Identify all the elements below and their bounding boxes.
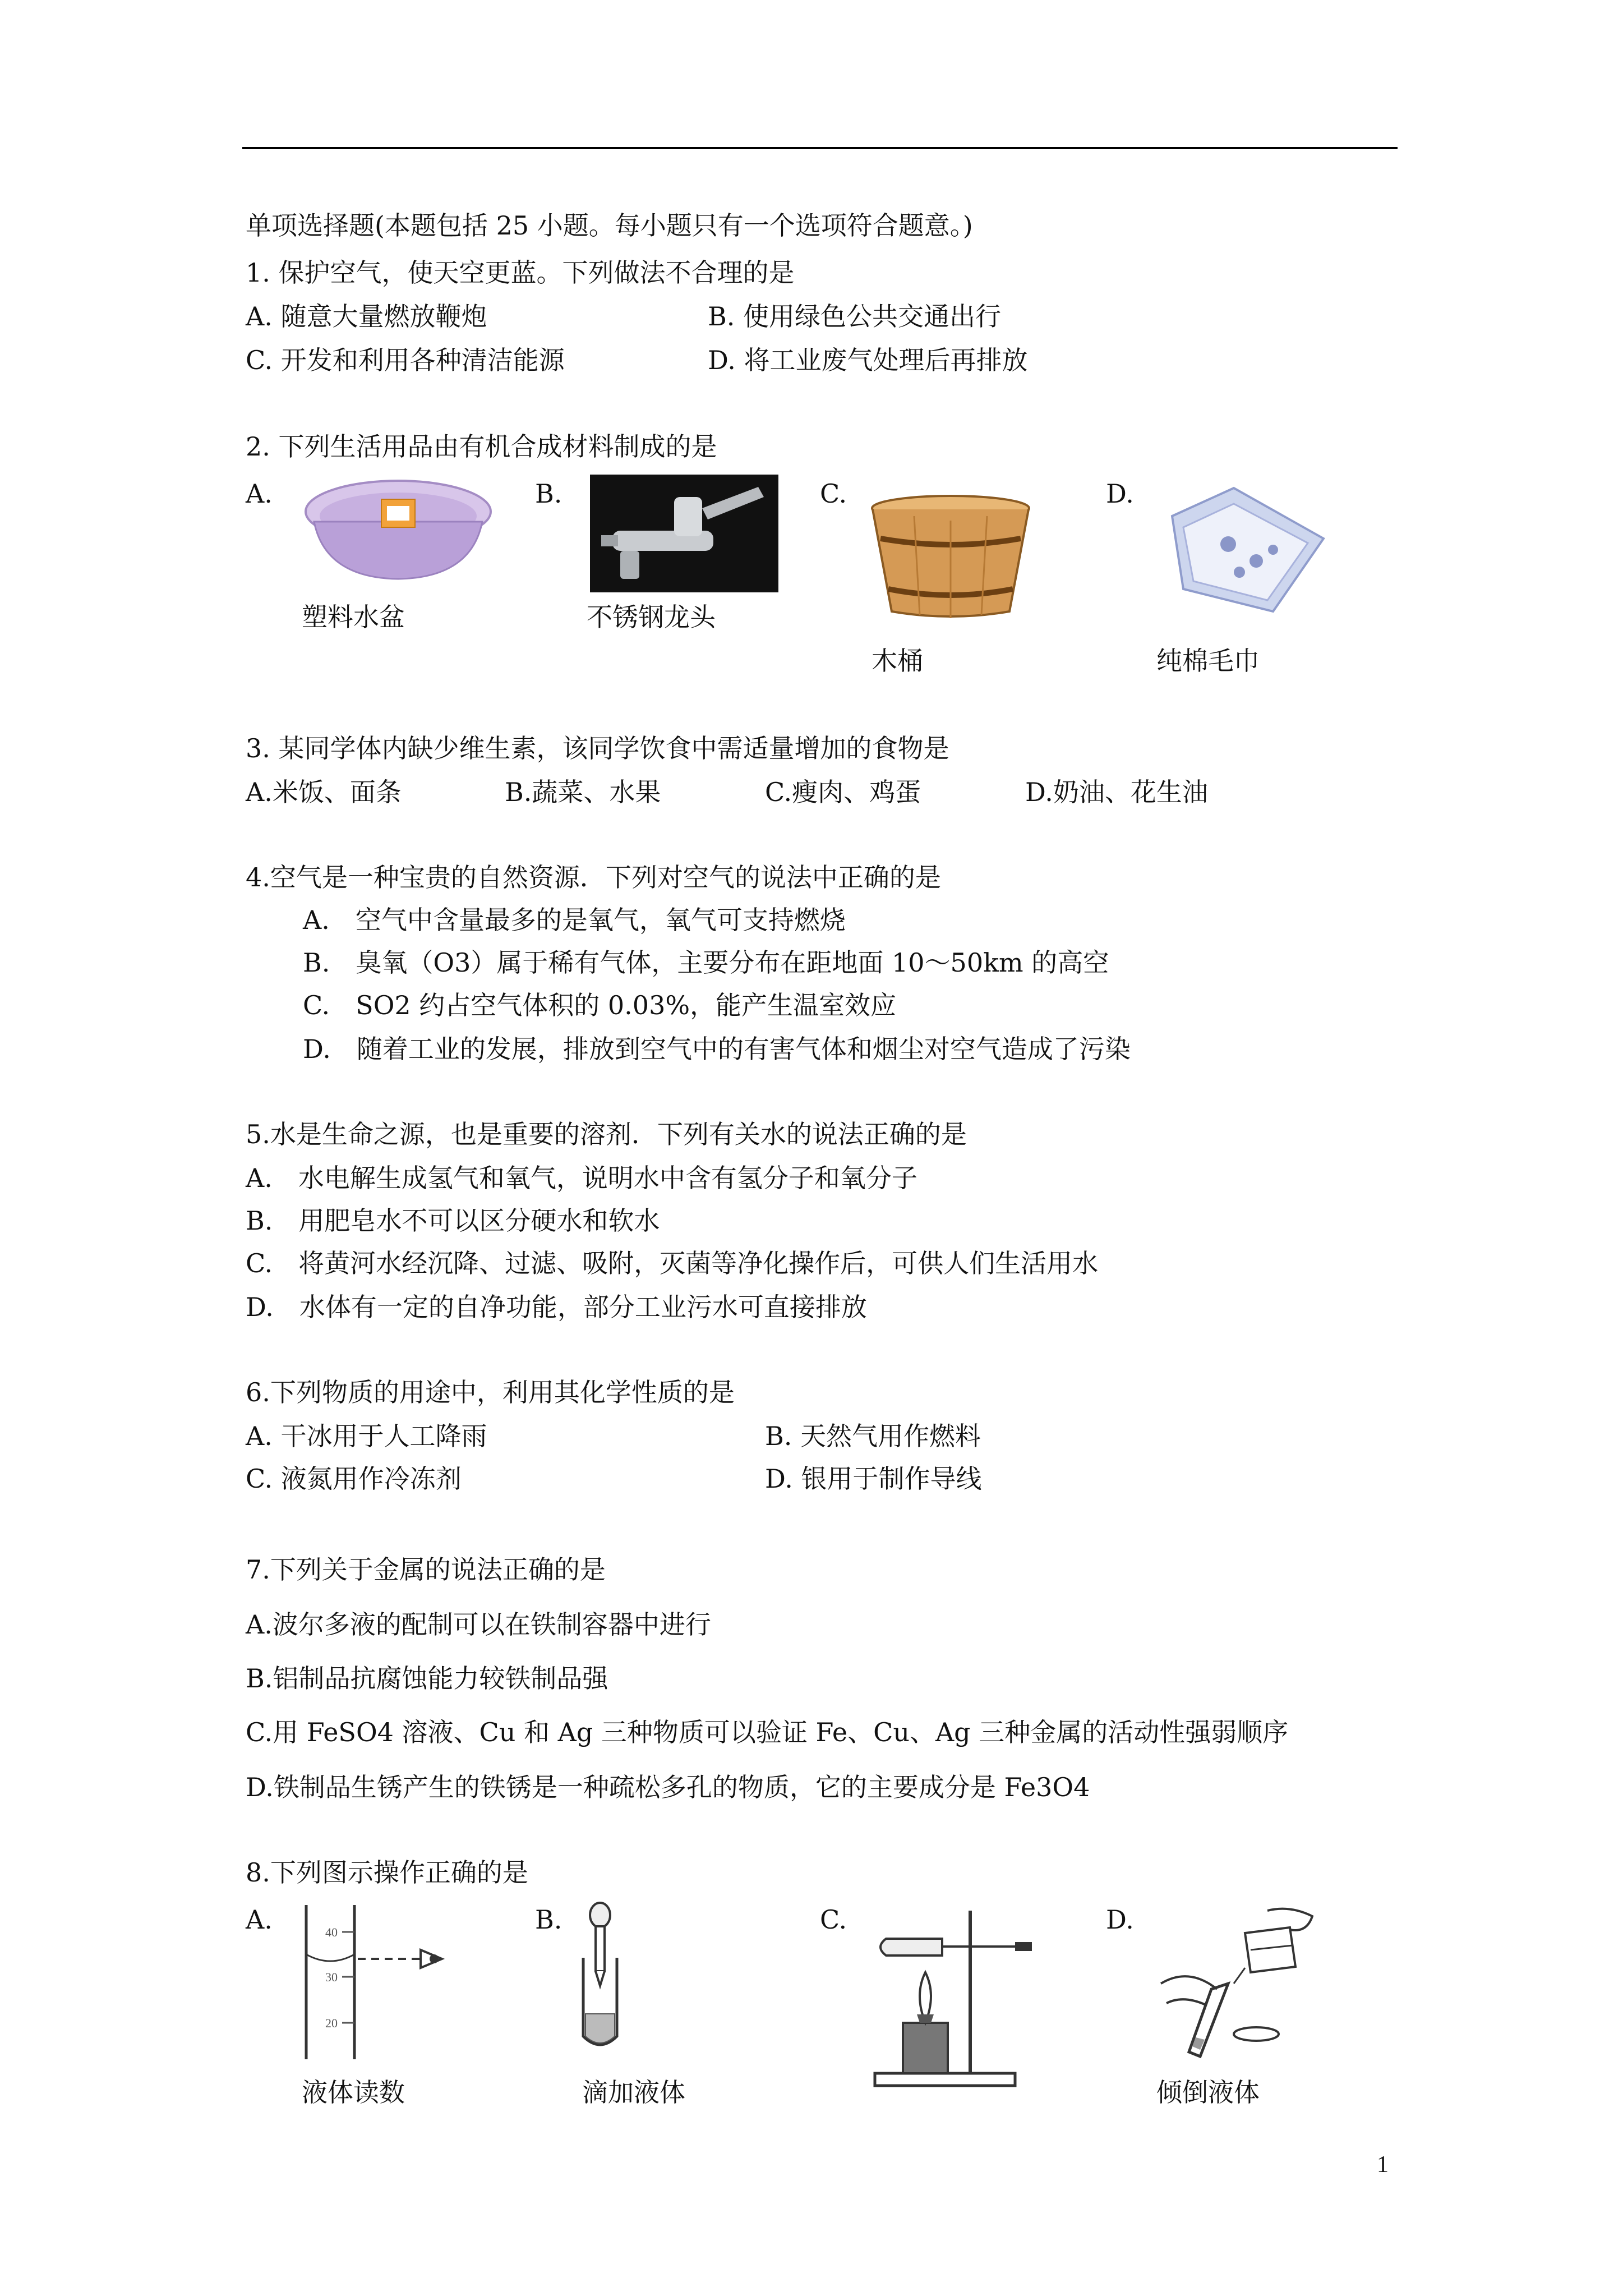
graduated-cylinder-reading-image xyxy=(292,1905,460,2062)
q1-option-b: B. 使用绿色公共交通出行 xyxy=(708,301,1002,332)
q2-label-b: B. xyxy=(535,478,562,509)
q8-caption-a: 液体读数 xyxy=(302,2077,405,2108)
q6-option-d: D. 银用于制作导线 xyxy=(765,1464,982,1494)
q4-option-d: D. 随着工业的发展，排放到空气中的有害气体和烟尘对空气造成了污染 xyxy=(303,1034,1131,1064)
q2-caption-d: 纯棉毛巾 xyxy=(1156,646,1260,676)
q3-option-b: B.蔬菜、水果 xyxy=(505,777,661,807)
q6-option-c: C. 液氮用作冷冻剂 xyxy=(246,1464,462,1494)
q7-option-c: C.用 FeSO4 溶液、Cu 和 Ag 三种物质可以验证 Fe、Cu、Ag 三种金属的活动性强弱顺序 xyxy=(246,1717,1289,1747)
pouring-liquid-image xyxy=(1155,1905,1324,2068)
q8-label-d: D. xyxy=(1106,1904,1134,1935)
q3-option-d: D.奶油、花生油 xyxy=(1025,777,1208,807)
q2-label-d: D. xyxy=(1106,478,1134,509)
stainless-faucet-image xyxy=(590,475,778,592)
q1-option-a: A. 随意大量燃放鞭炮 xyxy=(246,301,487,332)
q8-caption-b: 滴加液体 xyxy=(582,2077,685,2108)
q8-label-b: B. xyxy=(535,1904,562,1935)
plastic-basin-image xyxy=(303,477,494,589)
q6-option-b: B. 天然气用作燃料 xyxy=(765,1421,981,1451)
q5-option-d: D. 水体有一定的自净功能，部分工业污水可直接排放 xyxy=(246,1292,867,1322)
q3-option-c: C.瘦肉、鸡蛋 xyxy=(765,777,921,807)
header-rule xyxy=(242,147,1398,149)
heating-test-tube-apparatus-image xyxy=(864,1905,1043,2090)
q4-option-c: C. SO2 约占空气体积的 0.03%，能产生温室效应 xyxy=(303,990,897,1020)
q4-option-b: B. 臭氧（O3）属于稀有气体，主要分布在距地面 10～50km 的高空 xyxy=(303,947,1109,978)
wooden-bucket-image xyxy=(869,494,1032,623)
q2-caption-b: 不锈钢龙头 xyxy=(587,602,716,632)
q6-stem: 6.下列物质的用途中，利用其化学性质的是 xyxy=(246,1377,735,1407)
q2-stem: 2. 下列生活用品由有机合成材料制成的是 xyxy=(246,431,717,462)
q6-option-a: A. 干冰用于人工降雨 xyxy=(246,1421,487,1451)
q5-option-b: B. 用肥皂水不可以区分硬水和软水 xyxy=(246,1205,660,1236)
q4-stem: 4.空气是一种宝贵的自然资源．下列对空气的说法中正确的是 xyxy=(246,862,941,892)
q7-stem: 7.下列关于金属的说法正确的是 xyxy=(246,1554,606,1585)
page-number: 1 xyxy=(1377,2152,1389,2178)
q5-option-a: A. 水电解生成氢气和氧气，说明水中含有氢分子和氧分子 xyxy=(246,1163,917,1193)
q8-label-c: C. xyxy=(820,1904,847,1935)
q3-option-a: A.米饭、面条 xyxy=(246,777,402,807)
tick-label-20: 20 xyxy=(325,2016,338,2030)
q8-label-a: A. xyxy=(246,1904,273,1935)
q5-option-c: C. 将黄河水经沉降、过滤、吸附，灭菌等净化操作后，可供人们生活用水 xyxy=(246,1248,1099,1278)
dropper-into-test-tube-image xyxy=(566,1902,634,2053)
tick-label-40: 40 xyxy=(325,1925,338,1939)
q7-option-b: B.铝制品抗腐蚀能力较铁制品强 xyxy=(246,1663,608,1694)
q3-stem: 3. 某同学体内缺少维生素，该同学饮食中需适量增加的食物是 xyxy=(246,733,949,763)
q1-stem: 1. 保护空气，使天空更蓝。下列做法不合理的是 xyxy=(246,257,795,288)
q8-caption-d: 倾倒液体 xyxy=(1156,2077,1260,2108)
q7-option-a: A.波尔多液的配制可以在铁制容器中进行 xyxy=(246,1609,711,1640)
q2-caption-c: 木桶 xyxy=(872,646,923,676)
q2-caption-a: 塑料水盆 xyxy=(302,602,405,632)
section-header: 单项选择题(本题包括 25 小题。每小题只有一个选项符合题意。) xyxy=(246,210,973,241)
q7-option-d: D.铁制品生锈产生的铁锈是一种疏松多孔的物质，它的主要成分是 Fe3O4 xyxy=(246,1772,1090,1802)
q1-option-c: C. 开发和利用各种清洁能源 xyxy=(246,345,565,375)
q4-option-a: A. 空气中含量最多的是氧气，氧气可支持燃烧 xyxy=(303,905,846,935)
q5-stem: 5.水是生命之源，也是重要的溶剂．下列有关水的说法正确的是 xyxy=(246,1119,967,1149)
q8-stem: 8.下列图示操作正确的是 xyxy=(246,1857,528,1888)
cotton-towel-image xyxy=(1161,482,1329,617)
tick-label-30: 30 xyxy=(325,1970,338,1984)
q2-label-c: C. xyxy=(820,478,847,509)
q2-label-a: A. xyxy=(246,478,273,509)
q1-option-d: D. 将工业废气处理后再排放 xyxy=(708,345,1028,375)
